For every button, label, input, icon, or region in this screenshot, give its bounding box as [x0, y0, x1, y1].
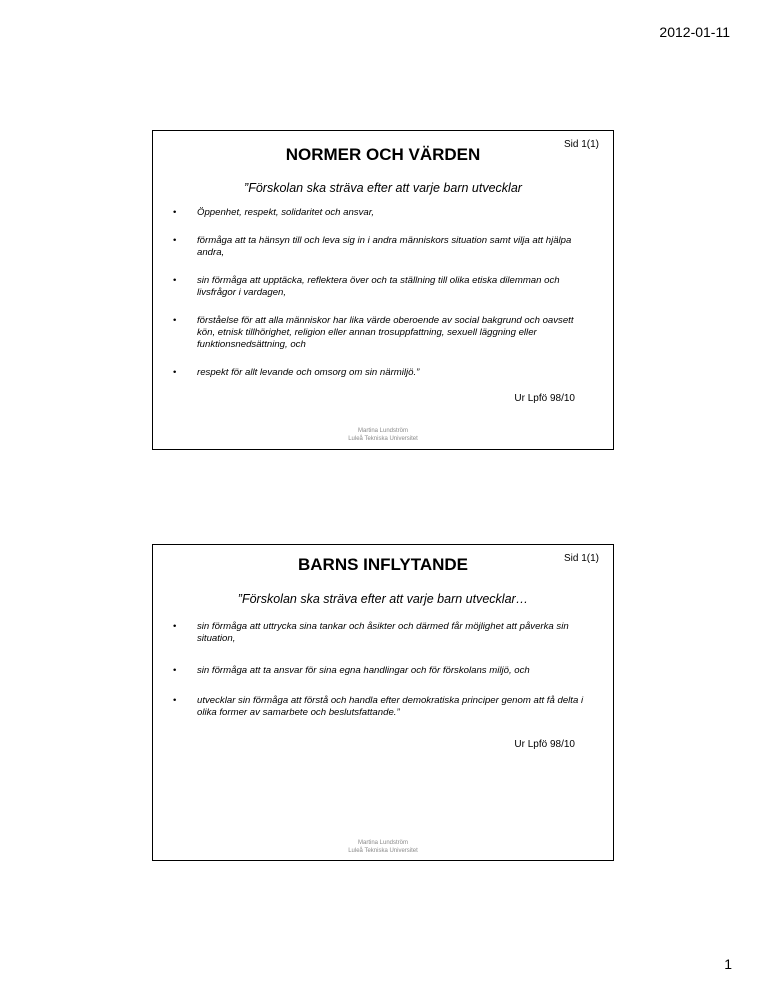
- footer-organization: Luleå Tekniska Universitet: [348, 436, 418, 442]
- bullet-item: [169, 621, 587, 645]
- bullet-text: sin förmåga att ta ansvar för sina egna handlingar och för förskolans miljö, och: [197, 665, 530, 676]
- bullet-text: Öppenhet, respekt, solidaritet och ansvar,: [197, 207, 375, 218]
- bullet-text: förståelse för att alla människor har lika värde oberoende av social bakgrund och oavsett kön, etnisk tillhörighet, religion eller annan trosuppfattning, sexuell läggning eller funktionsnedsättning, och: [197, 315, 574, 350]
- bullet-dot: •: [173, 367, 177, 378]
- bullet-dot: •: [173, 695, 177, 706]
- slide-quote: ”Förskolan ska sträva efter att varje barn utvecklar: [244, 181, 522, 195]
- bullet-text: sin förmåga att upptäcka, reflektera över och ta ställning till olika etiska dilemman och livsfrågor i vardagen,: [197, 275, 560, 298]
- source-citation: Ur Lpfö 98/10: [514, 393, 575, 404]
- slide-footer: [153, 427, 613, 443]
- bullet-list: [169, 621, 587, 719]
- slide-title: NORMER OCH VÄRDEN: [285, 145, 481, 164]
- bullet-list: [169, 207, 587, 379]
- bullet-item: [169, 315, 587, 351]
- slide-normer-och-varden: [152, 130, 614, 450]
- bullet-dot: •: [173, 207, 177, 218]
- slide-page-indicator: Sid 1(1): [563, 553, 599, 564]
- bullet-text: utvecklar sin förmåga att förstå och handla efter demokratiska principer genom att få delta i olika former av samarbete och beslutsfattande.”: [197, 695, 584, 718]
- bullet-item: [169, 665, 587, 677]
- footer-organization: Luleå Tekniska Universitet: [348, 848, 418, 854]
- bullet-dot: •: [173, 665, 177, 676]
- bullet-dot: •: [173, 275, 177, 286]
- slide-footer: [153, 839, 613, 855]
- bullet-item: [169, 695, 587, 719]
- bullet-dot: •: [173, 621, 177, 632]
- footer-author: Martina Lundström: [357, 428, 409, 434]
- slide-quote: ”Förskolan ska sträva efter att varje barn utvecklar…: [237, 592, 529, 606]
- bullet-item: [169, 275, 587, 299]
- bullet-text: respekt för allt levande och omsorg om sin närmiljö.”: [197, 367, 420, 378]
- bullet-dot: •: [173, 315, 177, 326]
- bullet-text: sin förmåga att uttrycka sina tankar och åsikter och därmed får möjlighet att påverka sin situation,: [197, 621, 569, 644]
- slide-barns-inflytande: [152, 544, 614, 861]
- bullet-item: [169, 367, 587, 379]
- bullet-item: [169, 235, 587, 259]
- source-citation: Ur Lpfö 98/10: [514, 739, 575, 750]
- page-number: 1: [724, 956, 732, 972]
- page-date: 2012-01-11: [659, 24, 730, 40]
- bullet-dot: •: [173, 235, 177, 246]
- bullet-item: [169, 207, 587, 219]
- slide-page-indicator: Sid 1(1): [563, 139, 599, 150]
- footer-author: Martina Lundström: [357, 840, 409, 846]
- bullet-text: förmåga att ta hänsyn till och leva sig in i andra människors situation samt vilja att hjälpa andra,: [197, 235, 572, 258]
- slide-title: BARNS INFLYTANDE: [297, 555, 468, 574]
